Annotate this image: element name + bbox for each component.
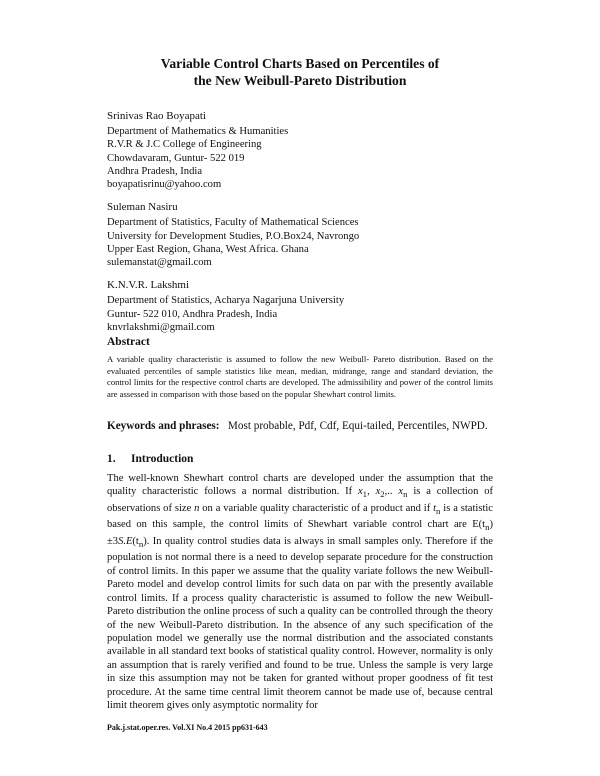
section-number: 1. [107, 453, 116, 465]
paper-title [0, 55, 600, 89]
intro-paragraph: The well-known Shewhart control charts are developed under the assumption that the quality characteristic follows a normal distribution. If $x_1$, $x_2$,.. $x_n$ is a collection of observations of size n on a variable quality characteristic of a product and if $t_n$ is a statistic based on this sample, the control limits of Shewhart variable control chart are $E(t_n)\pm 3S.E(t_n)$. In quality control studies data is always in small samples only. Therefore if the population is not normal there is a need to develop separate procedure for the construction of control limits. In this paper we assume that the quality variate follows the new Weibull-Pareto model and develop control limits for such data on par with the presently available control limits. If a process quality characteristic is assumed to follow the new Weibull-Pareto distribution the online process of such a quality can be controlled through the theory of the new Weibull-Pareto distribution. In the absence of any such specification of the population model we generally use the normal distribution and the associated constants available in all standard text books of statistical quality control. However, normality is only an assumption that is rarely verified and found to be true. Unless the sample is very large in size this assumption may not be taken for granted without proper goodness of fit test procedure. At the same time central limit theorem cannot be made use of, because central limit theorem gives only asymptotic normality for [107, 473, 493, 711]
author-email: boyapatisrinu@yahoo.com [107, 179, 222, 191]
keywords: Keywords and phrases: Most probable, Pdf, Cdf, Equi-tailed, Percentiles, NWPD. [107, 420, 488, 432]
keywords-label: Keywords and phrases [107, 420, 216, 432]
affiliation-line: Upper East Region, Ghana, West Africa. Ghana [107, 243, 309, 255]
keywords-text: Most probable, Pdf, Cdf, Equi-tailed, Percentiles, NWPD. [227, 420, 488, 432]
abstract-heading: Abstract [107, 336, 150, 348]
title-line-1: Variable Control Charts Based on Percentiles of [160, 56, 440, 71]
affiliation-line: Department of Statistics, Faculty of Mathematical Sciences [107, 217, 359, 229]
section-title: Introduction [131, 453, 194, 465]
affiliation-line: Department of Statistics, Acharya Nagarjuna University [107, 295, 345, 307]
title-line-2: the New Weibull-Pareto Distribution [193, 73, 407, 88]
author-3 [107, 279, 507, 334]
author-name: Suleman Nasiru [107, 201, 178, 214]
author-email: sulemanstat@gmail.com [107, 257, 212, 269]
affiliation-line: Chowdavaram, Guntur- 522 019 [107, 152, 245, 164]
affiliation-line: R.V.R & J.C College of Engineering [107, 139, 262, 151]
author-name: Srinivas Rao Boyapati [107, 110, 206, 122]
author-email: knvrlakshmi@gmail.com [107, 321, 215, 333]
affiliation-line: Guntur- 522 010, Andhra Pradesh, India [107, 308, 278, 320]
section-heading [107, 453, 193, 465]
affiliation-line: Department of Mathematics & Humanities [107, 126, 289, 138]
abstract-text: A variable quality characteristic is assumed to follow the new Weibull- Pareto distribution. Based on the evaluated percentiles of sample statistics like mean, median, midrange, range and standard deviation, the control limits for the respective control charts are developed. The admissibility and power of the control limits are assessed in comparison with those based on the popular Shewhart control limits. [107, 354, 493, 399]
author-1 [107, 110, 507, 191]
author-2 [107, 201, 507, 269]
author-list [107, 110, 507, 344]
affiliation-line: Andhra Pradesh, India [107, 165, 203, 177]
author-name: K.N.V.R. Lakshmi [107, 279, 189, 292]
journal-footer: Pak.j.stat.oper.res. Vol.XI No.4 2015 pp631-643 [107, 723, 268, 732]
affiliation-line: University for Development Studies, P.O.Box24, Navrongo [107, 230, 360, 242]
